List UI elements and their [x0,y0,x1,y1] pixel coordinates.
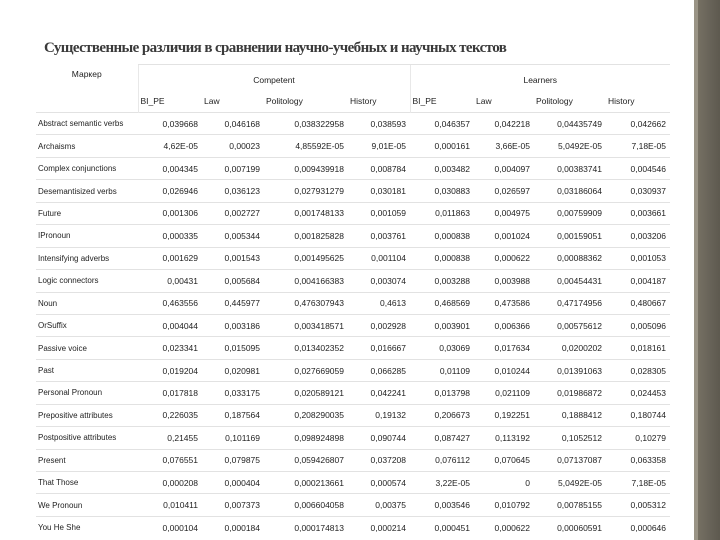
table-cell: 0,003206 [606,225,670,247]
table-row [36,382,670,404]
table-row [36,202,670,224]
table-cell: 0,000174813 [264,516,348,538]
table-cell: 0,015095 [202,337,264,359]
table-cell: 0,027669059 [264,359,348,381]
table-cell: 0,003288 [410,270,474,292]
table-row [36,225,670,247]
table-cell: 0,00023 [202,135,264,157]
table-cell: 0,00088362 [534,247,606,269]
table-cell: 0,021109 [474,382,534,404]
table-cell: 0,009439918 [264,157,348,179]
table-cell: 0,013798 [410,382,474,404]
row-label: Passive voice [36,337,138,359]
row-label: Desemantisized verbs [36,180,138,202]
table-cell: 0,006366 [474,314,534,336]
table-row [36,270,670,292]
table-cell: 7,18E-05 [606,135,670,157]
table-cell: 0,473586 [474,292,534,314]
table-cell: 0,000161 [410,135,474,157]
table-cell: 0,003988 [474,270,534,292]
table-cell: 0,004166383 [264,270,348,292]
table-cell: 0,47174956 [534,292,606,314]
table-cell: 0,000335 [138,225,202,247]
row-label: Noun [36,292,138,314]
table-cell: 0,003418571 [264,314,348,336]
table-cell: 0,000646 [606,516,670,538]
table-cell: 0,00383741 [534,157,606,179]
column-header: History [608,96,635,106]
table-cell: 0,00785155 [534,494,606,516]
row-label: Intensifying adverbs [36,247,138,269]
table-cell: 3,66E-05 [474,135,534,157]
row-label: We Pronoun [36,494,138,516]
table-cell: 0,063358 [606,449,670,471]
table-cell: 0,003761 [348,225,410,247]
table-cell: 0,000404 [202,472,264,494]
table-cell: 0,037208 [348,449,410,471]
table-cell: 0,00375 [348,494,410,516]
page-title: Существенные различия в сравнении научно-учебных и научных текстов [44,40,507,56]
row-label: That Those [36,472,138,494]
table-cell: 7,18E-05 [606,472,670,494]
table-cell: 0,463556 [138,292,202,314]
table-cell: 0,005096 [606,314,670,336]
row-label: OrSuffix [36,314,138,336]
table-cell: 0,192251 [474,404,534,426]
table-cell: 0,020589121 [264,382,348,404]
row-label: Abstract semantic verbs [36,113,138,135]
table-cell: 0,004975 [474,202,534,224]
table-cell: 0,024453 [606,382,670,404]
table-cell: 0,00431 [138,270,202,292]
table-row [36,314,670,336]
row-label: Personal Pronoun [36,382,138,404]
table-cell: 0,042218 [474,113,534,135]
table-cell: 0,076112 [410,449,474,471]
table-cell: 0,001543 [202,247,264,269]
table-cell: 0,000622 [474,516,534,538]
table-cell: 0,017634 [474,337,534,359]
column-header: Politology [536,96,573,106]
table-row [36,337,670,359]
table-cell: 0,017818 [138,382,202,404]
row-label: Future [36,202,138,224]
table-cell: 0,000574 [348,472,410,494]
table-cell: 0,10279 [606,427,670,449]
column-header: History [350,96,377,106]
table-cell: 0,04435749 [534,113,606,135]
row-label: Present [36,449,138,471]
table-cell: 0,180744 [606,404,670,426]
decorative-side-bar [694,0,720,540]
row-label: Archaisms [36,135,138,157]
marker-header: Маркер [71,68,102,79]
table-cell: 0,042662 [606,113,670,135]
table-cell: 0,03186064 [534,180,606,202]
table-row [36,359,670,381]
table-cell: 0,019204 [138,359,202,381]
table-cell: 0,002928 [348,314,410,336]
table-cell: 0,010792 [474,494,534,516]
table-cell: 0,038322958 [264,113,348,135]
side-bar-stripe [694,0,698,540]
table-cell: 0,039668 [138,113,202,135]
table-cell: 0,001825828 [264,225,348,247]
table-row [36,472,670,494]
table-cell: 0,027931279 [264,180,348,202]
table-cell: 0,023341 [138,337,202,359]
table-cell: 0,036123 [202,180,264,202]
row-label: Logic connectors [36,270,138,292]
header-group-row [36,65,670,95]
table-cell: 0,000184 [202,516,264,538]
table-cell: 0,03069 [410,337,474,359]
table-cell: 0,226035 [138,404,202,426]
table-cell: 0,001059 [348,202,410,224]
table-cell: 0,476307943 [264,292,348,314]
table-cell: 0,1888412 [534,404,606,426]
row-label: Postpositive attributes [36,427,138,449]
table-cell: 9,01E-05 [348,135,410,157]
table-cell: 0,01109 [410,359,474,381]
table-cell: 0,016667 [348,337,410,359]
table-cell: 0,101169 [202,427,264,449]
table-cell: 0,00060591 [534,516,606,538]
table-cell: 0,006604058 [264,494,348,516]
table-row [36,157,670,179]
table-cell: 0,046357 [410,113,474,135]
table-cell: 0,001495625 [264,247,348,269]
table-cell: 0,206673 [410,404,474,426]
table-cell: 0,007199 [202,157,264,179]
table-row [36,180,670,202]
row-label: You He She [36,516,138,538]
table-cell: 0,033175 [202,382,264,404]
table-cell: 4,85592E-05 [264,135,348,157]
table-cell: 0,030883 [410,180,474,202]
table-cell: 5,0492E-05 [534,472,606,494]
table-cell: 0,007373 [202,494,264,516]
table-cell: 0,001104 [348,247,410,269]
table-row [36,292,670,314]
group-header-competent: Competent [138,65,410,95]
table-cell: 0,004345 [138,157,202,179]
table-cell: 4,62E-05 [138,135,202,157]
row-label: Past [36,359,138,381]
table-cell: 0,01986872 [534,382,606,404]
table-cell: 0,046168 [202,113,264,135]
table-cell: 0,010244 [474,359,534,381]
table-cell: 0,208290035 [264,404,348,426]
table-cell: 0,07137087 [534,449,606,471]
table-cell: 0,003186 [202,314,264,336]
table-cell: 0,028305 [606,359,670,381]
table-cell: 0,005344 [202,225,264,247]
group-header-learners: Learners [410,65,670,95]
table-cell: 0,000838 [410,247,474,269]
table-cell: 0,079875 [202,449,264,471]
table-cell: 0 [474,472,534,494]
table-row [36,449,670,471]
table-cell: 0,480667 [606,292,670,314]
table-cell: 0,005684 [202,270,264,292]
table-cell: 0,468569 [410,292,474,314]
table-cell: 0,00159051 [534,225,606,247]
table-cell: 0,038593 [348,113,410,135]
table-cell: 0,008784 [348,157,410,179]
row-label: IPronoun [36,225,138,247]
table-cell: 0,004546 [606,157,670,179]
row-label: Complex conjunctions [36,157,138,179]
table-cell: 0,098924898 [264,427,348,449]
table-cell: 0,000622 [474,247,534,269]
table-cell: 0,001306 [138,202,202,224]
table-cell: 0,00759909 [534,202,606,224]
table-cell: 0,010411 [138,494,202,516]
table-cell: 0,003661 [606,202,670,224]
column-header: Law [476,96,492,106]
table-cell: 0,00575612 [534,314,606,336]
table-cell: 0,030937 [606,180,670,202]
table-cell: 0,003482 [410,157,474,179]
table-cell: 0,00454431 [534,270,606,292]
table-cell: 0,0200202 [534,337,606,359]
table-row [36,427,670,449]
table-row [36,247,670,269]
table-cell: 0,21455 [138,427,202,449]
table-row [36,516,670,538]
table-cell: 0,003901 [410,314,474,336]
table-cell: 0,013402352 [264,337,348,359]
table-cell: 3,22E-05 [410,472,474,494]
table-cell: 0,001053 [606,247,670,269]
table-row [36,135,670,157]
table-cell: 0,000214 [348,516,410,538]
table-cell: 0,066285 [348,359,410,381]
table-cell: 0,042241 [348,382,410,404]
table-cell: 0,19132 [348,404,410,426]
table-cell: 0,445977 [202,292,264,314]
table-cell: 0,011863 [410,202,474,224]
table-cell: 0,001024 [474,225,534,247]
table-cell: 0,000451 [410,516,474,538]
table-cell: 0,030181 [348,180,410,202]
data-table [36,64,670,538]
table-cell: 0,187564 [202,404,264,426]
column-header: Politology [266,96,303,106]
table-row [36,404,670,426]
table-cell: 0,000213661 [264,472,348,494]
table-cell: 0,003074 [348,270,410,292]
table-cell: 0,004097 [474,157,534,179]
table-cell: 5,0492E-05 [534,135,606,157]
column-header: BI_PE [138,94,202,113]
table-cell: 0,018161 [606,337,670,359]
table-cell: 0,001748133 [264,202,348,224]
table-cell: 0,090744 [348,427,410,449]
table-cell: 0,087427 [410,427,474,449]
table-row [36,494,670,516]
table-cell: 0,002727 [202,202,264,224]
table-cell: 0,4613 [348,292,410,314]
table-cell: 0,026597 [474,180,534,202]
table-cell: 0,000208 [138,472,202,494]
table-cell: 0,070645 [474,449,534,471]
table-cell: 0,020981 [202,359,264,381]
table-cell: 0,001629 [138,247,202,269]
column-header: Law [204,96,220,106]
table-cell: 0,1052512 [534,427,606,449]
table-cell: 0,005312 [606,494,670,516]
table-cell: 0,113192 [474,427,534,449]
table-cell: 0,003546 [410,494,474,516]
table-cell: 0,000838 [410,225,474,247]
column-header: BI_PE [410,94,474,113]
table-row [36,113,670,135]
table-cell: 0,076551 [138,449,202,471]
table-cell: 0,026946 [138,180,202,202]
table-cell: 0,004044 [138,314,202,336]
row-label: Prepositive attributes [36,404,138,426]
table-cell: 0,01391063 [534,359,606,381]
table-cell: 0,000104 [138,516,202,538]
table-cell: 0,059426807 [264,449,348,471]
table-cell: 0,004187 [606,270,670,292]
